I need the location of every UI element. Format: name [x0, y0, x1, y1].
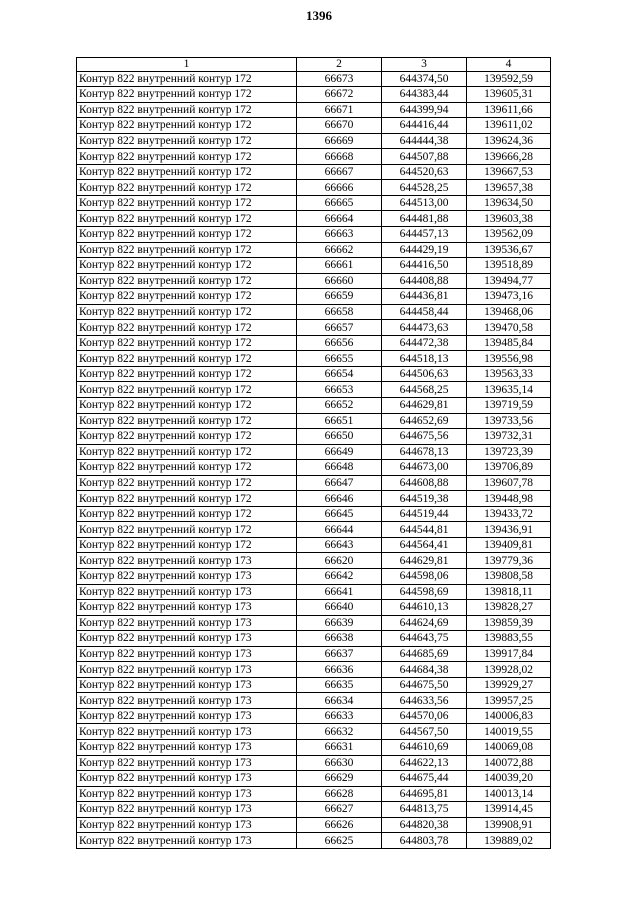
x-coordinate-cell: 644629,81	[382, 397, 467, 413]
point-number-cell: 66657	[297, 320, 382, 336]
page-number: 1396	[306, 8, 332, 23]
x-coordinate-cell: 644684,38	[382, 662, 467, 678]
contour-name-cell: Контур 822 внутренний контур 173	[77, 833, 297, 849]
x-coordinate-cell: 644598,06	[382, 569, 467, 585]
y-coordinate-cell: 139518,89	[467, 258, 551, 274]
point-number-cell: 66640	[297, 600, 382, 616]
column-header-1: 1	[77, 58, 297, 72]
y-coordinate-cell: 140006,83	[467, 708, 551, 724]
contour-name-cell: Контур 822 внутренний контур 173	[77, 755, 297, 771]
y-coordinate-cell: 139634,50	[467, 195, 551, 211]
x-coordinate-cell: 644598,69	[382, 584, 467, 600]
table-row	[77, 631, 551, 647]
point-number-cell: 66626	[297, 817, 382, 833]
contour-name-cell: Контур 822 внутренний контур 172	[77, 133, 297, 149]
contour-name-cell: Контур 822 внутренний контур 172	[77, 537, 297, 553]
contour-name-cell: Контур 822 внутренний контур 172	[77, 382, 297, 398]
point-number-cell: 66658	[297, 304, 382, 320]
x-coordinate-cell: 644570,06	[382, 708, 467, 724]
contour-name-cell: Контур 822 внутренний контур 172	[77, 149, 297, 165]
table-row	[77, 677, 551, 693]
table-row	[77, 366, 551, 382]
table-row	[77, 133, 551, 149]
point-number-cell: 66620	[297, 553, 382, 569]
point-number-cell: 66663	[297, 226, 382, 242]
table-row	[77, 273, 551, 289]
point-number-cell: 66629	[297, 771, 382, 787]
contour-name-cell: Контур 822 внутренний контур 173	[77, 693, 297, 709]
contour-name-cell: Контур 822 внутренний контур 172	[77, 118, 297, 134]
point-number-cell: 66669	[297, 133, 382, 149]
point-number-cell: 66649	[297, 444, 382, 460]
y-coordinate-cell: 139957,25	[467, 693, 551, 709]
table-row	[77, 693, 551, 709]
contour-name-cell: Контур 822 внутренний контур 172	[77, 475, 297, 491]
y-coordinate-cell: 140072,88	[467, 755, 551, 771]
contour-name-cell: Контур 822 внутренний контур 172	[77, 460, 297, 476]
point-number-cell: 66635	[297, 677, 382, 693]
y-coordinate-cell: 139917,84	[467, 646, 551, 662]
y-coordinate-cell: 139883,55	[467, 631, 551, 647]
point-number-cell: 66659	[297, 289, 382, 305]
point-number-cell: 66625	[297, 833, 382, 849]
point-number-cell: 66630	[297, 755, 382, 771]
y-coordinate-cell: 139914,45	[467, 802, 551, 818]
contour-name-cell: Контур 822 внутренний контур 173	[77, 662, 297, 678]
contour-name-cell: Контур 822 внутренний контур 172	[77, 506, 297, 522]
point-number-cell: 66652	[297, 397, 382, 413]
contour-name-cell: Контур 822 внутренний контур 173	[77, 771, 297, 787]
contour-name-cell: Контур 822 внутренний контур 172	[77, 335, 297, 351]
y-coordinate-cell: 139409,81	[467, 537, 551, 553]
table-header-row	[77, 58, 551, 72]
y-coordinate-cell: 139611,66	[467, 102, 551, 118]
x-coordinate-cell: 644678,13	[382, 444, 467, 460]
point-number-cell: 66644	[297, 522, 382, 538]
table-row	[77, 615, 551, 631]
point-number-cell: 66631	[297, 740, 382, 756]
contour-name-cell: Контур 822 внутренний контур 172	[77, 164, 297, 180]
x-coordinate-cell: 644610,13	[382, 600, 467, 616]
point-number-cell: 66666	[297, 180, 382, 196]
y-coordinate-cell: 140019,55	[467, 724, 551, 740]
x-coordinate-cell: 644429,19	[382, 242, 467, 258]
point-number-cell: 66653	[297, 382, 382, 398]
y-coordinate-cell: 139605,31	[467, 87, 551, 103]
y-coordinate-cell: 139733,56	[467, 413, 551, 429]
point-number-cell: 66656	[297, 335, 382, 351]
table-row	[77, 304, 551, 320]
table-row	[77, 817, 551, 833]
contour-name-cell: Контур 822 внутренний контур 172	[77, 351, 297, 367]
x-coordinate-cell: 644436,81	[382, 289, 467, 305]
contour-name-cell: Контур 822 внутренний контур 173	[77, 817, 297, 833]
table-row	[77, 320, 551, 336]
y-coordinate-cell: 139719,59	[467, 397, 551, 413]
point-number-cell: 66672	[297, 87, 382, 103]
y-coordinate-cell: 139448,98	[467, 491, 551, 507]
x-coordinate-cell: 644568,25	[382, 382, 467, 398]
contour-name-cell: Контур 822 внутренний контур 172	[77, 429, 297, 445]
table-row	[77, 475, 551, 491]
x-coordinate-cell: 644481,88	[382, 211, 467, 227]
x-coordinate-cell: 644520,63	[382, 164, 467, 180]
x-coordinate-cell: 644416,44	[382, 118, 467, 134]
contour-name-cell: Контур 822 внутренний контур 173	[77, 724, 297, 740]
y-coordinate-cell: 139859,39	[467, 615, 551, 631]
y-coordinate-cell: 139666,28	[467, 149, 551, 165]
x-coordinate-cell: 644652,69	[382, 413, 467, 429]
y-coordinate-cell: 139808,58	[467, 569, 551, 585]
y-coordinate-cell: 139436,91	[467, 522, 551, 538]
x-coordinate-cell: 644610,69	[382, 740, 467, 756]
coordinates-table	[76, 57, 551, 849]
contour-name-cell: Контур 822 внутренний контур 172	[77, 491, 297, 507]
contour-name-cell: Контур 822 внутренний контур 172	[77, 413, 297, 429]
contour-name-cell: Контур 822 внутренний контур 173	[77, 569, 297, 585]
x-coordinate-cell: 644506,63	[382, 366, 467, 382]
point-number-cell: 66660	[297, 273, 382, 289]
contour-name-cell: Контур 822 внутренний контур 173	[77, 631, 297, 647]
y-coordinate-cell: 140039,20	[467, 771, 551, 787]
y-coordinate-cell: 139556,98	[467, 351, 551, 367]
point-number-cell: 66638	[297, 631, 382, 647]
point-number-cell: 66634	[297, 693, 382, 709]
point-number-cell: 66648	[297, 460, 382, 476]
x-coordinate-cell: 644408,88	[382, 273, 467, 289]
point-number-cell: 66641	[297, 584, 382, 600]
y-coordinate-cell: 139818,11	[467, 584, 551, 600]
x-coordinate-cell: 644374,50	[382, 71, 467, 87]
contour-name-cell: Контур 822 внутренний контур 172	[77, 258, 297, 274]
point-number-cell: 66650	[297, 429, 382, 445]
y-coordinate-cell: 139494,77	[467, 273, 551, 289]
x-coordinate-cell: 644383,44	[382, 87, 467, 103]
x-coordinate-cell: 644519,44	[382, 506, 467, 522]
table-row	[77, 724, 551, 740]
table-row	[77, 662, 551, 678]
point-number-cell: 66642	[297, 569, 382, 585]
y-coordinate-cell: 139563,33	[467, 366, 551, 382]
y-coordinate-cell: 139473,16	[467, 289, 551, 305]
table-row	[77, 226, 551, 242]
contour-name-cell: Контур 822 внутренний контур 172	[77, 226, 297, 242]
x-coordinate-cell: 644624,69	[382, 615, 467, 631]
table-row	[77, 258, 551, 274]
point-number-cell: 66639	[297, 615, 382, 631]
table-row	[77, 600, 551, 616]
point-number-cell: 66670	[297, 118, 382, 134]
point-number-cell: 66627	[297, 802, 382, 818]
point-number-cell: 66664	[297, 211, 382, 227]
table-row	[77, 491, 551, 507]
point-number-cell: 66651	[297, 413, 382, 429]
table-row	[77, 429, 551, 445]
table-row	[77, 335, 551, 351]
y-coordinate-cell: 139603,38	[467, 211, 551, 227]
point-number-cell: 66661	[297, 258, 382, 274]
contour-name-cell: Контур 822 внутренний контур 172	[77, 522, 297, 538]
table-row	[77, 833, 551, 849]
contour-name-cell: Контур 822 внутренний контур 173	[77, 740, 297, 756]
y-coordinate-cell: 139779,36	[467, 553, 551, 569]
contour-name-cell: Контур 822 внутренний контур 173	[77, 584, 297, 600]
x-coordinate-cell: 644416,50	[382, 258, 467, 274]
table-row	[77, 802, 551, 818]
y-coordinate-cell: 139635,14	[467, 382, 551, 398]
x-coordinate-cell: 644507,88	[382, 149, 467, 165]
x-coordinate-cell: 644519,38	[382, 491, 467, 507]
table-row	[77, 740, 551, 756]
table-row	[77, 771, 551, 787]
x-coordinate-cell: 644675,50	[382, 677, 467, 693]
x-coordinate-cell: 644567,50	[382, 724, 467, 740]
contour-name-cell: Контур 822 внутренний контур 172	[77, 71, 297, 87]
y-coordinate-cell: 139929,27	[467, 677, 551, 693]
x-coordinate-cell: 644528,25	[382, 180, 467, 196]
point-number-cell: 66654	[297, 366, 382, 382]
column-header-4: 4	[467, 58, 551, 72]
x-coordinate-cell: 644473,63	[382, 320, 467, 336]
y-coordinate-cell: 139485,84	[467, 335, 551, 351]
table-row	[77, 413, 551, 429]
contour-name-cell: Контур 822 внутренний контур 173	[77, 600, 297, 616]
x-coordinate-cell: 644513,00	[382, 195, 467, 211]
table-row	[77, 522, 551, 538]
table-row	[77, 87, 551, 103]
contour-name-cell: Контур 822 внутренний контур 172	[77, 102, 297, 118]
table-row	[77, 71, 551, 87]
point-number-cell: 66636	[297, 662, 382, 678]
y-coordinate-cell: 139828,27	[467, 600, 551, 616]
table-row	[77, 102, 551, 118]
table-row	[77, 444, 551, 460]
x-coordinate-cell: 644675,44	[382, 771, 467, 787]
table-row	[77, 755, 551, 771]
contour-name-cell: Контур 822 внутренний контур 172	[77, 87, 297, 103]
x-coordinate-cell: 644622,13	[382, 755, 467, 771]
contour-name-cell: Контур 822 внутренний контур 172	[77, 397, 297, 413]
table-row	[77, 351, 551, 367]
point-number-cell: 66633	[297, 708, 382, 724]
table-row	[77, 149, 551, 165]
y-coordinate-cell: 139624,36	[467, 133, 551, 149]
y-coordinate-cell: 139470,58	[467, 320, 551, 336]
table-row	[77, 118, 551, 134]
table-row	[77, 646, 551, 662]
y-coordinate-cell: 139889,02	[467, 833, 551, 849]
point-number-cell: 66673	[297, 71, 382, 87]
x-coordinate-cell: 644472,38	[382, 335, 467, 351]
table-row	[77, 164, 551, 180]
table-row	[77, 537, 551, 553]
y-coordinate-cell: 139928,02	[467, 662, 551, 678]
y-coordinate-cell: 139723,39	[467, 444, 551, 460]
table-row	[77, 584, 551, 600]
contour-name-cell: Контур 822 внутренний контур 172	[77, 444, 297, 460]
x-coordinate-cell: 644675,56	[382, 429, 467, 445]
table-row	[77, 211, 551, 227]
table-row	[77, 289, 551, 305]
table-row	[77, 460, 551, 476]
contour-name-cell: Контур 822 внутренний контур 172	[77, 195, 297, 211]
contour-name-cell: Контур 822 внутренний контур 172	[77, 366, 297, 382]
point-number-cell: 66668	[297, 149, 382, 165]
x-coordinate-cell: 644633,56	[382, 693, 467, 709]
x-coordinate-cell: 644820,38	[382, 817, 467, 833]
contour-name-cell: Контур 822 внутренний контур 172	[77, 304, 297, 320]
contour-name-cell: Контур 822 внутренний контур 173	[77, 708, 297, 724]
table-row	[77, 382, 551, 398]
x-coordinate-cell: 644608,88	[382, 475, 467, 491]
contour-name-cell: Контур 822 внутренний контур 173	[77, 786, 297, 802]
contour-name-cell: Контур 822 внутренний контур 172	[77, 180, 297, 196]
contour-name-cell: Контур 822 внутренний контур 173	[77, 677, 297, 693]
y-coordinate-cell: 139592,59	[467, 71, 551, 87]
y-coordinate-cell: 139607,78	[467, 475, 551, 491]
point-number-cell: 66665	[297, 195, 382, 211]
y-coordinate-cell: 139468,06	[467, 304, 551, 320]
table-row	[77, 242, 551, 258]
x-coordinate-cell: 644544,81	[382, 522, 467, 538]
contour-name-cell: Контур 822 внутренний контур 173	[77, 802, 297, 818]
x-coordinate-cell: 644518,13	[382, 351, 467, 367]
x-coordinate-cell: 644399,94	[382, 102, 467, 118]
point-number-cell: 66646	[297, 491, 382, 507]
table-body	[77, 71, 551, 848]
point-number-cell: 66655	[297, 351, 382, 367]
column-header-2: 2	[297, 58, 382, 72]
table-row	[77, 397, 551, 413]
y-coordinate-cell: 139562,09	[467, 226, 551, 242]
contour-name-cell: Контур 822 внутренний контур 172	[77, 211, 297, 227]
x-coordinate-cell: 644803,78	[382, 833, 467, 849]
point-number-cell: 66662	[297, 242, 382, 258]
point-number-cell: 66671	[297, 102, 382, 118]
contour-name-cell: Контур 822 внутренний контур 172	[77, 320, 297, 336]
x-coordinate-cell: 644813,75	[382, 802, 467, 818]
y-coordinate-cell: 139536,67	[467, 242, 551, 258]
contour-name-cell: Контур 822 внутренний контур 173	[77, 615, 297, 631]
point-number-cell: 66645	[297, 506, 382, 522]
y-coordinate-cell: 139908,91	[467, 817, 551, 833]
y-coordinate-cell: 139433,72	[467, 506, 551, 522]
y-coordinate-cell: 139611,02	[467, 118, 551, 134]
y-coordinate-cell: 139706,89	[467, 460, 551, 476]
x-coordinate-cell: 644564,41	[382, 537, 467, 553]
contour-name-cell: Контур 822 внутренний контур 172	[77, 289, 297, 305]
table-row	[77, 553, 551, 569]
y-coordinate-cell: 139732,31	[467, 429, 551, 445]
x-coordinate-cell: 644629,81	[382, 553, 467, 569]
table-row	[77, 180, 551, 196]
contour-name-cell: Контур 822 внутренний контур 172	[77, 242, 297, 258]
y-coordinate-cell: 139657,38	[467, 180, 551, 196]
x-coordinate-cell: 644643,75	[382, 631, 467, 647]
column-header-3: 3	[382, 58, 467, 72]
point-number-cell: 66667	[297, 164, 382, 180]
y-coordinate-cell: 140069,08	[467, 740, 551, 756]
y-coordinate-cell: 139667,53	[467, 164, 551, 180]
table-row	[77, 708, 551, 724]
contour-name-cell: Контур 822 внутренний контур 173	[77, 553, 297, 569]
point-number-cell: 66632	[297, 724, 382, 740]
table-row	[77, 195, 551, 211]
contour-name-cell: Контур 822 внутренний контур 173	[77, 646, 297, 662]
table-row	[77, 506, 551, 522]
point-number-cell: 66637	[297, 646, 382, 662]
x-coordinate-cell: 644685,69	[382, 646, 467, 662]
table-row	[77, 786, 551, 802]
table-row	[77, 569, 551, 585]
point-number-cell: 66628	[297, 786, 382, 802]
contour-name-cell: Контур 822 внутренний контур 172	[77, 273, 297, 289]
x-coordinate-cell: 644458,44	[382, 304, 467, 320]
point-number-cell: 66643	[297, 537, 382, 553]
x-coordinate-cell: 644444,38	[382, 133, 467, 149]
x-coordinate-cell: 644695,81	[382, 786, 467, 802]
x-coordinate-cell: 644457,13	[382, 226, 467, 242]
point-number-cell: 66647	[297, 475, 382, 491]
x-coordinate-cell: 644673,00	[382, 460, 467, 476]
y-coordinate-cell: 140013,14	[467, 786, 551, 802]
